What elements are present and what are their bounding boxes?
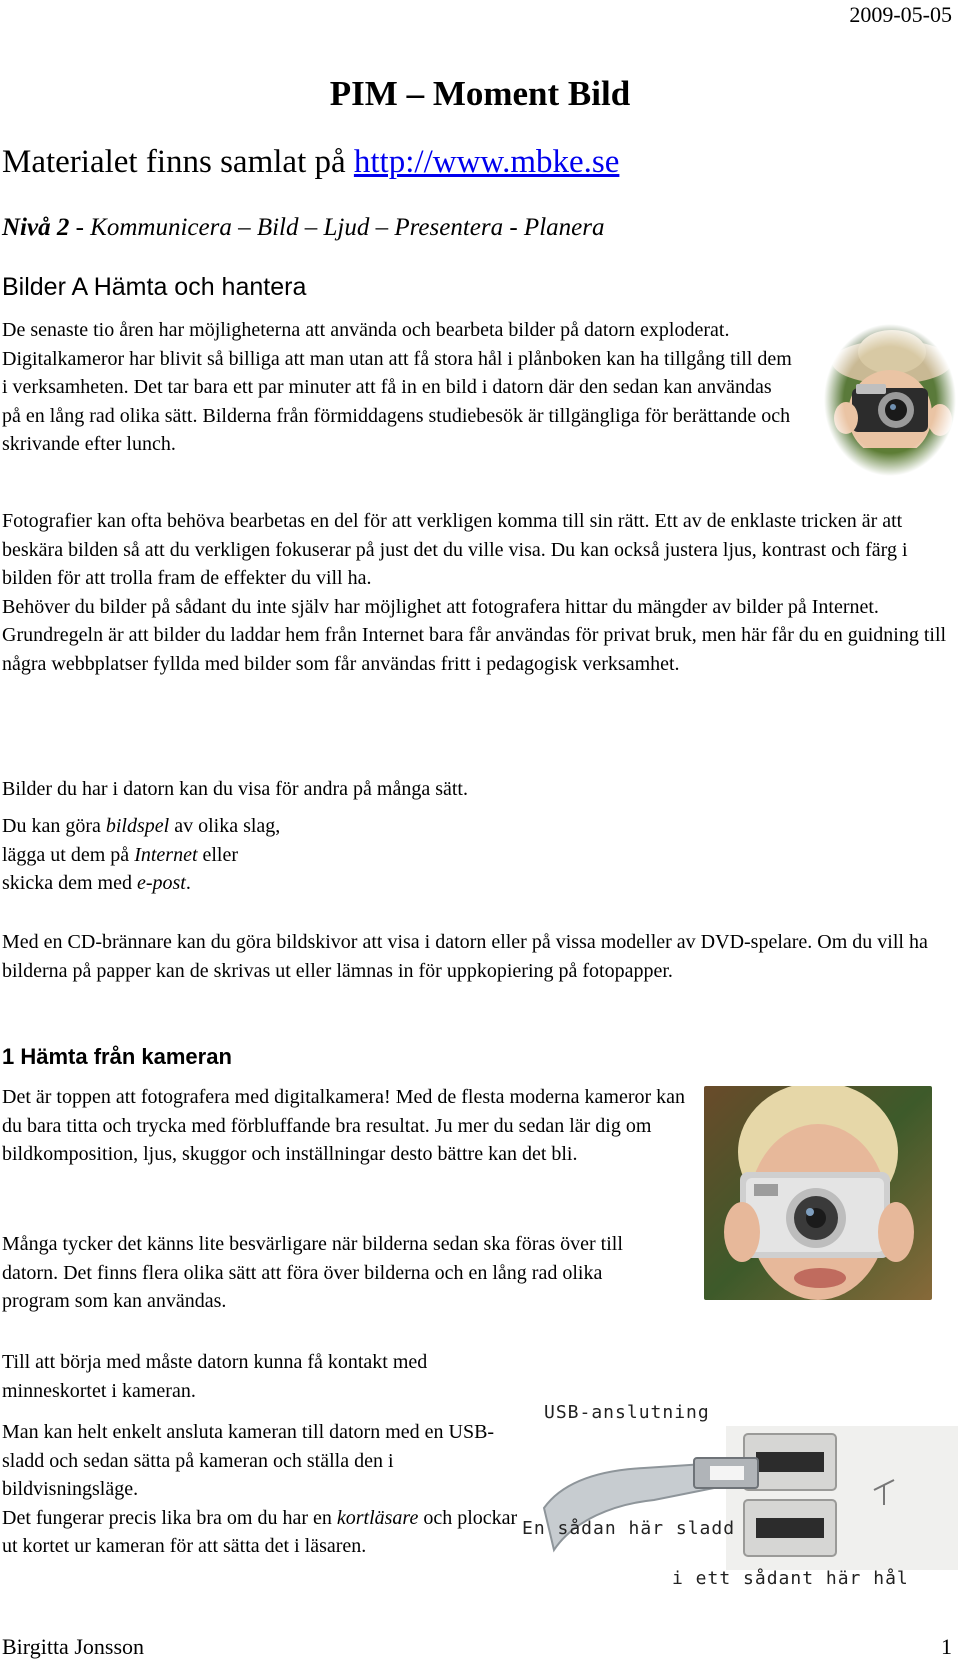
editing-block: [2, 507, 954, 678]
section-1-heading: 1 Hämta från kameran: [2, 1044, 232, 1069]
intro-paragraph: De senaste tio åren har möjligheterna att använda och bearbeta bilder på datorn exploderat.: [2, 319, 730, 341]
list-item: skicka dem med e-post.: [2, 872, 191, 894]
material-line: [2, 144, 619, 181]
level-topics: - Kommunicera – Bild – Ljud – Presentera - Planera: [69, 214, 605, 241]
child-camera-photo: [822, 322, 958, 478]
list-item: lägga ut dem på Internet eller: [2, 843, 239, 866]
mbke-link[interactable]: http://www.mbke.se: [353, 144, 620, 180]
level-line: [2, 214, 604, 242]
intro-block: [2, 316, 802, 459]
usage-list: [2, 812, 602, 898]
camera-intro-paragraph: Det är toppen att fotografera med digitalkamera! Med de flesta moderna kameror kan du bara titta och trycka med förbluffande bra resultat. Ju mer du sedan lär dig om bildkomposition, ljus, skuggor och inställningar desto bättre kan det bli.: [2, 1086, 686, 1165]
rules-paragraph: Grundregeln är att bilder du laddar hem från Internet bara får användas för privat bruk, men här får du en guidning till några webbplatser fyllda med bilder som får användas fritt i pedagogisk verksamhet.: [2, 624, 947, 675]
man-camera-photo: [700, 1082, 936, 1304]
show-paragraph: Bilder du har i datorn kan du visa för andra på många sätt.: [2, 778, 468, 800]
section-a-heading: Bilder A Hämta och hantera: [2, 273, 307, 301]
contact-paragraph: Till att börja med måste datorn kunna få kontakt med minneskortet i kameran.: [2, 1351, 428, 1402]
contact-block: [2, 1348, 512, 1405]
usb-paragraph: Man kan helt enkelt ansluta kameran till datorn med en USB-sladd och sedan sätta på kameran och ställa den i bildvisningsläge.: [2, 1421, 495, 1500]
usb-block: [2, 1418, 522, 1561]
editing-paragraph: Fotografier kan ofta behöva bearbetas en del för att verkligen komma till sin rätt. Ett av de enklaste tricken är att beskära bilden så att du verkligen fokuserar på just det du ville visa. Du kan också justera ljus, kontrast och färg i bilden för att trolla fram de effekter du vill ha.: [2, 510, 908, 589]
list-item: Du kan göra bildspel av olika slag,: [2, 815, 281, 837]
internet-paragraph: Behöver du bilder på sådant du inte själv har möjlighet att fotografera hittar du mängder av bilder på Internet.: [2, 595, 879, 618]
level-label: Nivå 2: [2, 214, 70, 241]
footer-author: Birgitta Jonsson: [2, 1634, 145, 1659]
header-date: 2009-05-05: [849, 2, 952, 27]
usb-label-bottom: i ett sådant här hål: [672, 1568, 909, 1589]
page-title: PIM – Moment Bild: [329, 74, 631, 113]
camera-paragraph: Digitalkameror har blivit så billiga att man utan att få stora hål i plånboken kan ha tillgång till dem i verksamheten. Det tar bara ett par minuter att få in en bild i datorn där den sedan kan användas på en lång rad olika sätt. Bilderna från förmiddagens studiebesök är tillgängliga för berättande och skrivande efter lunch.: [2, 347, 792, 455]
usb-illustration: [522, 1400, 958, 1594]
footer-page-number: 1: [941, 1634, 952, 1659]
transfer-paragraph: Många tycker det känns lite besvärligare när bilderna sedan ska föras över till datorn. Det finns flera olika sätt att föra över bilderna och en lång rad olika program som kan användas.: [2, 1233, 623, 1312]
cd-paragraph: Med en CD-brännare kan du göra bildskivor att visa i datorn eller på vissa modeller av DVD-spelare. Om du vill ha bilderna på papper kan de skrivas ut eller lämnas in för uppkopiering på fotopapper.: [2, 931, 928, 982]
usb-label-mid: En sådan här sladd: [522, 1518, 736, 1539]
usb-label-top: USB-anslutning: [544, 1402, 710, 1423]
cardreader-paragraph: Det fungerar precis lika bra om du har en kortläsare och plockar ut kortet ur kameran för att sätta det i läsaren.: [2, 1506, 518, 1557]
material-prefix: Materialet finns samlat på: [2, 144, 354, 180]
